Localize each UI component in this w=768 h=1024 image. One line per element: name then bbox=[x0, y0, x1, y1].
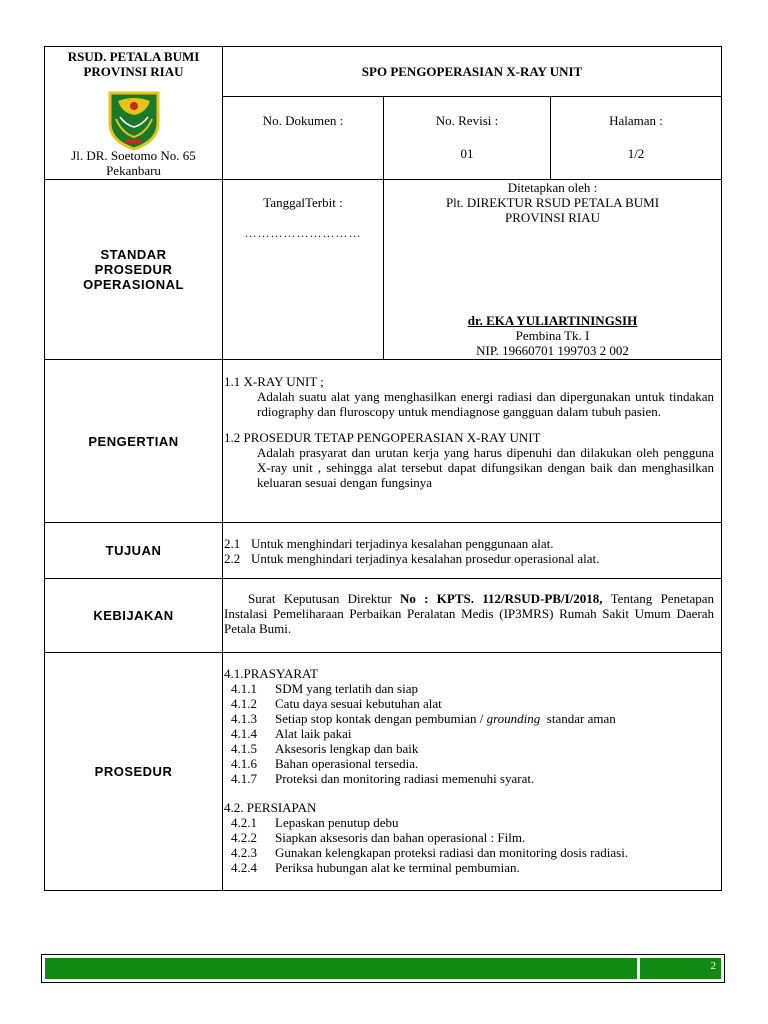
page-label: Halaman : bbox=[609, 113, 663, 128]
issue-date-cell bbox=[223, 180, 384, 360]
list-item: 4.2.4 Periksa hubungan alat ke terminal pembumian. bbox=[231, 860, 520, 875]
spo-table bbox=[44, 46, 722, 891]
pengertian-paragraph-1: Adalah suatu alat yang menghasilkan energi radiasi dan dipergunakan untuk tindakan rdiography dan fluroscopy untuk mendiagnose gangguan dalam tubuh pasien. bbox=[257, 389, 714, 419]
page-footer bbox=[41, 954, 725, 983]
pengertian-content bbox=[223, 360, 722, 523]
list-item: 4.1.4 Alat laik pakai bbox=[231, 726, 352, 741]
kebijakan-paragraph: Surat Keputusan Direktur No : KPTS. 112/RSUD-PB/I/2018, Tentang Penetapan Instalasi Pemeliharaan Perbaikan Peralatan Medis (IP3MRS) Rumah Sakit Umum Daerah Petala Bumi. bbox=[224, 591, 714, 636]
officer-block bbox=[384, 313, 721, 358]
page-cell bbox=[551, 97, 722, 180]
list-item: 4.1.5 Aksesoris lengkap dan baik bbox=[231, 741, 419, 756]
kebijakan-label: KEBIJAKAN bbox=[45, 579, 223, 653]
tujuan-label: TUJUAN bbox=[45, 523, 223, 579]
footer-bar-right bbox=[640, 958, 721, 979]
sop-label: STANDAR PROSEDUR OPERASIONAL bbox=[45, 180, 223, 360]
pengertian-label: PENGERTIAN bbox=[45, 360, 223, 523]
footer-page-number: 2 bbox=[710, 960, 716, 972]
list-item: 4.2.1 Lepaskan penutup debu bbox=[231, 815, 399, 830]
prasyarat-heading: 4.1.PRASYARAT bbox=[224, 666, 318, 681]
prosedur-label: PROSEDUR bbox=[45, 653, 223, 891]
director-position-line2: PROVINSI RIAU bbox=[505, 210, 600, 225]
hospital-name: RSUD. PETALA BUMI PROVINSI RIAU bbox=[67, 49, 200, 79]
officer-nip: NIP. 19660701 199703 2 002 bbox=[476, 343, 629, 358]
revision-value: 01 bbox=[460, 146, 474, 161]
decree-number: No : KPTS. 112/RSUD-PB/I/2018, bbox=[399, 591, 603, 606]
document-title: SPO PENGOPERASIAN X-RAY UNIT bbox=[223, 47, 722, 97]
pengertian-heading-2: 1.2 PROSEDUR TETAP PENGOPERASIAN X-RAY UNIT bbox=[224, 430, 541, 445]
kebijakan-content bbox=[223, 579, 722, 653]
list-item: 4.2.3 Gunakan kelengkapan proteksi radiasi dan monitoring dosis radiasi. bbox=[231, 845, 629, 860]
hospital-address: Jl. DR. Soetomo No. 65 Pekanbaru bbox=[71, 148, 196, 178]
persiapan-heading: 4.2. PERSIAPAN bbox=[224, 800, 317, 815]
pengertian-heading-1: 1.1 X-RAY UNIT ; bbox=[224, 374, 324, 389]
list-item: 2.2 Untuk menghindari terjadinya kesalahan prosedur operasional alat. bbox=[224, 551, 600, 566]
pengertian-paragraph-2: Adalah prasyarat dan urutan kerja yang harus dipenuhi dan dilakukan oleh pengguna X-ray unit , sehingga alat tersebut dapat difungsikan dengan baik dan menghasilkan keluaran sesuai dengan fungsinya bbox=[257, 445, 714, 490]
list-item: 4.1.6 Bahan operasional tersedia. bbox=[231, 756, 419, 771]
list-item: 4.1.3 Setiap stop kontak dengan pembumian / grounding standar aman bbox=[231, 711, 616, 726]
page-value: 1/2 bbox=[627, 146, 645, 161]
hospital-logo-icon bbox=[106, 89, 162, 151]
revision-label: No. Revisi : bbox=[435, 113, 499, 128]
set-by-label: Ditetapkan oleh : bbox=[507, 180, 598, 195]
list-item: 2.1 Untuk menghindari terjadinya kesalahan penggunaan alat. bbox=[224, 536, 554, 551]
list-item: 4.1.2 Catu daya sesuai kebutuhan alat bbox=[231, 696, 442, 711]
officer-name: dr. EKA YULIARTININGSIH bbox=[467, 313, 638, 328]
doc-number-cell bbox=[223, 97, 384, 180]
hospital-header-cell bbox=[45, 47, 223, 180]
tujuan-content bbox=[223, 523, 722, 579]
doc-number-label: No. Dokumen : bbox=[262, 113, 344, 128]
issue-date-label: TanggalTerbit : bbox=[263, 195, 343, 210]
revision-cell bbox=[384, 97, 551, 180]
approval-cell bbox=[384, 180, 722, 360]
issue-date-value: ……………………… bbox=[244, 226, 362, 240]
list-item: 4.1.7 Proteksi dan monitoring radiasi memenuhi syarat. bbox=[231, 771, 535, 786]
director-position: Plt. DIREKTUR RSUD PETALA BUMI bbox=[445, 195, 660, 210]
prosedur-content bbox=[223, 653, 722, 891]
officer-rank: Pembina Tk. I bbox=[515, 328, 590, 343]
list-item: 4.2.2 Siapkan aksesoris dan bahan operasional : Film. bbox=[231, 830, 526, 845]
list-item: 4.1.1 SDM yang terlatih dan siap bbox=[231, 681, 418, 696]
footer-bar-left bbox=[45, 958, 637, 979]
